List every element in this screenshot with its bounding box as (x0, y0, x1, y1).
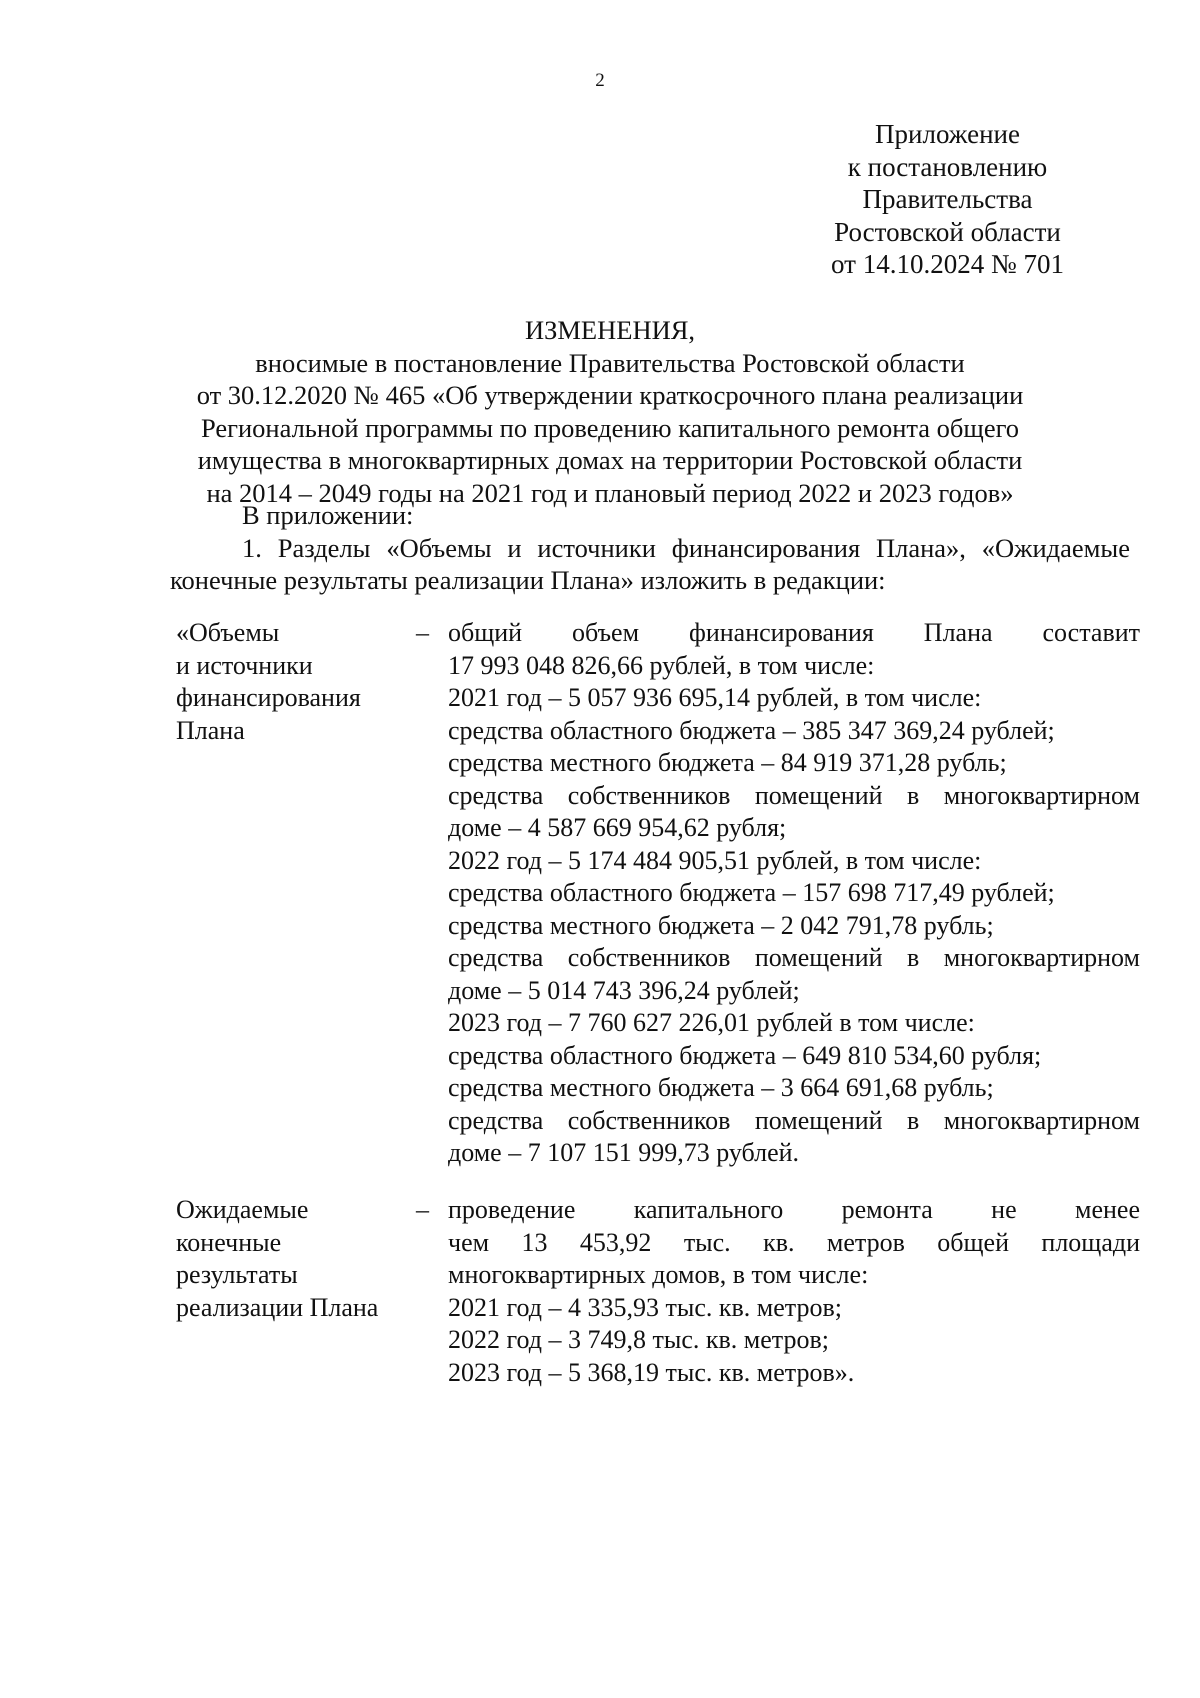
results-label (176, 1194, 416, 1324)
label-line: результаты (176, 1260, 298, 1289)
body-line: средства областного бюджета – 157 698 717,49 рублей; (448, 878, 1055, 907)
body-line: доме – 5 014 743 396,24 рублей; (448, 975, 800, 1005)
financing-label (176, 617, 416, 747)
title-line: имущества в многоквартирных домах на территории Ростовской области (197, 445, 1023, 475)
page-number: 2 (595, 70, 605, 91)
body-line: средства областного бюджета – 385 347 369,24 рублей; (448, 715, 1055, 745)
intro-paragraph (170, 499, 1130, 597)
approval-line: к постановлению (847, 151, 1048, 182)
body-line: 2021 год – 5 057 936 695,14 рублей, в том числе: (448, 683, 982, 712)
label-line: реализации Плана (176, 1292, 379, 1322)
approval-block (820, 118, 1075, 281)
title-line: вносимые в постановление Правительства Ростовской области (255, 347, 965, 378)
body-line: многоквартирных домов, в том числе: (448, 1260, 869, 1289)
title-heading: ИЗМЕНЕНИЯ, (524, 315, 696, 345)
body-line: средства областного бюджета – 649 810 534,60 рубля; (448, 1040, 1042, 1070)
label-line: «Объемы (176, 618, 280, 647)
body-line: 2023 год – 5 368,19 тыс. кв. метров». (448, 1357, 855, 1387)
body-line: 17 993 048 826,66 рублей, в том числе: (448, 650, 875, 680)
body-line: средства местного бюджета – 2 042 791,78 рубль; (448, 910, 994, 940)
document-title (170, 314, 1050, 509)
intro-line: конечные результаты реализации Плана» изложить в редакции: (170, 565, 886, 595)
body-line: проведение капитального ремонта не менее (448, 1195, 1140, 1224)
label-line: Ожидаемые (176, 1195, 309, 1224)
body-line: средства местного бюджета – 3 664 691,68 рубль; (448, 1073, 994, 1102)
label-line: и источники (176, 650, 313, 680)
body-line: 2023 год – 7 760 627 226,01 рублей в том числе: (448, 1008, 975, 1037)
financing-body (448, 617, 1140, 1170)
body-line: 2021 год – 4 335,93 тыс. кв. метров; (448, 1292, 842, 1322)
approval-line: Правительства (862, 184, 1033, 214)
intro-line: В приложении: (242, 500, 414, 530)
approval-line: от 14.10.2024 № 701 (831, 249, 1064, 279)
title-line: Региональной программы по проведению капитального ремонта общего (200, 412, 1020, 443)
body-line: средства собственников помещений в многоквартирном (448, 780, 1140, 810)
section-dash: – (416, 618, 429, 647)
label-line: конечные (176, 1227, 282, 1257)
label-line: Плана (176, 715, 245, 745)
results-body (448, 1194, 1140, 1389)
body-line: 2022 год – 5 174 484 905,51 рублей, в том числе: (448, 845, 982, 875)
body-line: 2022 год – 3 749,8 тыс. кв. метров; (448, 1325, 829, 1354)
body-line: чем 13 453,92 тыс. кв. метров общей площади (448, 1227, 1140, 1257)
body-line: доме – 4 587 669 954,62 рубля; (448, 813, 787, 842)
approval-line: Приложение (875, 119, 1020, 149)
intro-line: 1. Разделы «Объемы и источники финансирования Плана», «Ожидаемые (242, 532, 1130, 563)
label-line: финансирования (176, 683, 361, 712)
body-line: средства местного бюджета – 84 919 371,28 рубль; (448, 748, 1007, 777)
body-line: доме – 7 107 151 999,73 рублей. (448, 1138, 800, 1167)
title-line: на 2014 – 2049 годы на 2021 год и плановый период 2022 и 2023 годов» (206, 477, 1014, 508)
approval-line: Ростовской области (834, 216, 1061, 247)
body-line: средства собственников помещений в многоквартирном (448, 1105, 1140, 1135)
section-dash: – (416, 1195, 429, 1224)
body-line: средства собственников помещений в многоквартирном (448, 943, 1140, 972)
title-line: от 30.12.2020 № 465 «Об утверждении краткосрочного плана реализации (196, 380, 1024, 410)
body-line: общий объем финансирования Плана составит (448, 618, 1140, 647)
